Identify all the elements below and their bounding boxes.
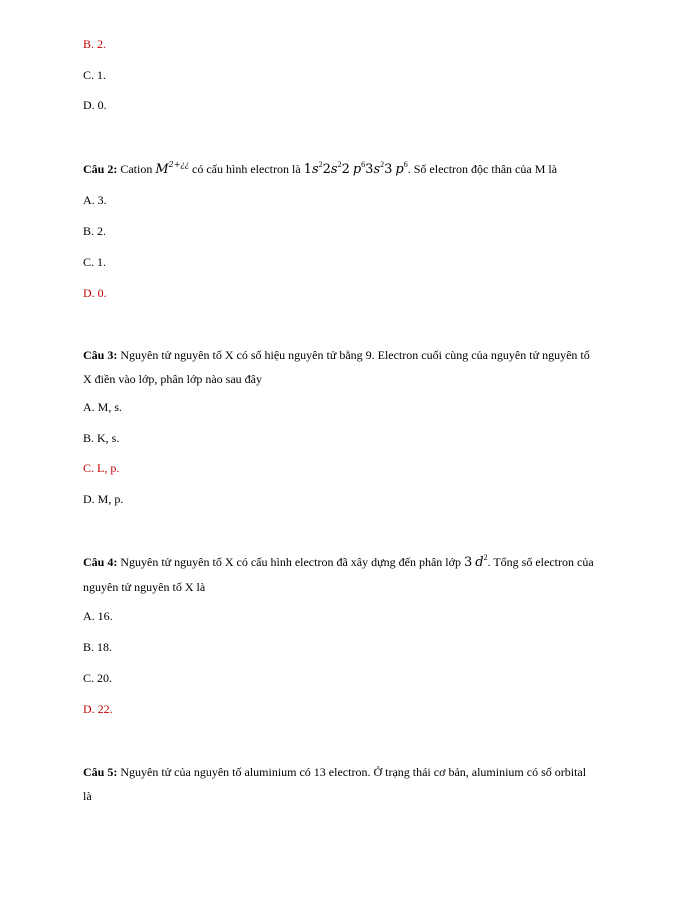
q4-option-d: D. 22. <box>83 702 113 716</box>
q2-electron-config: $1s^22s^22$ $p^63s^23$ $p^6$ <box>303 160 408 177</box>
q5-text: Nguyên tử của nguyên tố aluminium có 13 electron. Ở trạng thái cơ bản, aluminium có số orbital <box>117 765 587 779</box>
q2-stem <box>83 162 557 177</box>
q3-option-b: B. K, s. <box>83 431 120 445</box>
q5-label: Câu 5: <box>83 765 118 779</box>
q4-label: Câu 4: <box>83 555 118 569</box>
q4-option-a: A. 16. <box>83 609 113 623</box>
q3-text: Nguyên tử nguyên tố X có số hiệu nguyên tử bằng 9. Electron cuối cùng của nguyên tử nguyên tố <box>117 348 590 362</box>
q2-text-mid: có cấu hình electron là <box>189 162 304 176</box>
q3-option-a: A. M, s. <box>83 400 123 414</box>
q1-option-b: B. 2. <box>83 37 107 51</box>
q2-option-c: C. 1. <box>83 255 107 269</box>
q4-sublevel: 3 $d^2$ <box>463 553 488 570</box>
q2-text-before: Cation <box>117 162 156 176</box>
q4-option-b: B. 18. <box>83 640 113 654</box>
q2-option-a: A. 3. <box>83 193 107 207</box>
q5-text-cont: là <box>83 789 92 803</box>
q5-stem <box>83 765 618 803</box>
q4-text-before: Nguyên tử nguyên tố X có cấu hình electron đã xây dựng đến phân lớp <box>117 555 464 569</box>
q4-option-c: C. 20. <box>83 671 113 685</box>
q4-text-cont: nguyên tử nguyên tố X là <box>83 580 206 594</box>
q3-text-cont: X điền vào lớp, phân lớp nào sau đây <box>83 372 262 386</box>
q3-label: Câu 3: <box>83 348 118 362</box>
q3-option-d: D. M, p. <box>83 492 124 506</box>
q2-ion: $M^{2+¿¿}$ <box>155 160 190 177</box>
q2-label: Câu 2: <box>83 162 118 176</box>
q3-option-c: C. L, p. <box>83 461 120 475</box>
q4-stem <box>83 555 618 594</box>
q2-option-b: B. 2. <box>83 224 107 238</box>
q4-text-after: . Tổng số electron của <box>487 555 594 569</box>
q1-option-d: D. 0. <box>83 98 107 112</box>
q2-text-after: . Số electron độc thân của M là <box>407 162 558 176</box>
q3-stem <box>83 348 618 386</box>
q1-option-c: C. 1. <box>83 68 107 82</box>
q2-option-d: D. 0. <box>83 286 107 300</box>
